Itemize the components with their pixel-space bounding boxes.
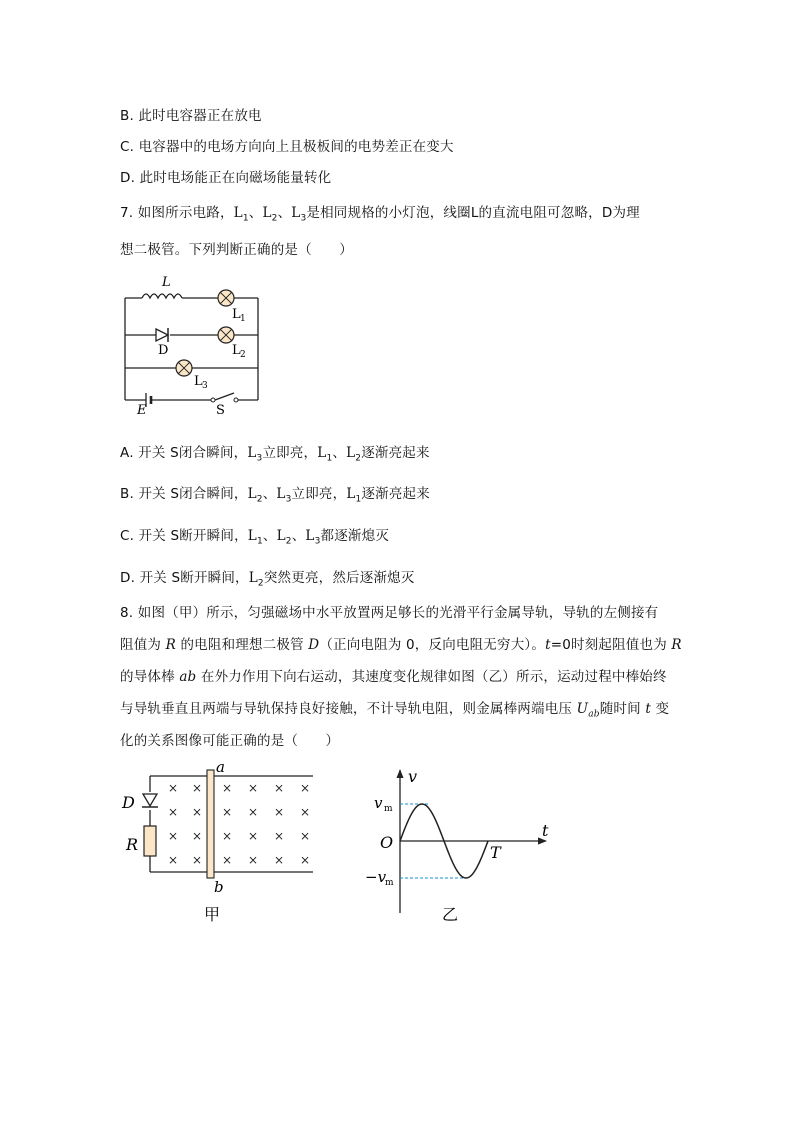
cross-mark: ×	[274, 781, 285, 795]
q7-option-d: D. 开关 S断开瞬间，$L_2$突然更亮，然后逐渐熄灭	[120, 570, 415, 589]
diode-symbol	[142, 794, 158, 807]
q8-stem-line3: 的导体棒 ab 在外力作用下向右运动，其速度变化规律如图（乙）所示，运动过程中棒始终	[120, 669, 667, 685]
resistor-symbol	[144, 826, 156, 856]
q6-option-d: D. 此时电场能正在向磁场能量转化	[120, 170, 332, 186]
origin-label: O	[380, 833, 394, 852]
cross-mark: ×	[300, 805, 311, 819]
cross-mark: ×	[248, 829, 259, 843]
axis-v-label: v	[408, 767, 418, 786]
coil-label: L	[162, 275, 171, 290]
q7-stem: 7. 如图所示电路，$L_1$、$L_2$、$L_3$是相同规格的小灯泡，线圈L的直流电阻可忽略，D为理	[120, 205, 640, 224]
cross-mark: ×	[192, 805, 203, 819]
cross-mark: ×	[222, 829, 233, 843]
cross-mark: ×	[168, 781, 179, 795]
lamp1-label: L	[232, 307, 241, 322]
lamp-l2-icon	[218, 327, 234, 343]
q8-figure-yi	[362, 758, 562, 933]
cross-mark: ×	[192, 829, 203, 843]
q7-circuit-diagram	[118, 270, 278, 420]
cross-mark: ×	[192, 853, 203, 867]
label-b: b	[214, 878, 224, 896]
cross-mark: ×	[168, 853, 179, 867]
cross-mark: ×	[300, 853, 311, 867]
q8-stem-line4: 与导轨垂直且两端与导轨保持良好接触，不计导轨电阻，则金属棒两端电压 $U_{ab}$随时间 t 变	[120, 701, 670, 720]
lamp-l3-icon	[176, 360, 192, 376]
lamp3-label: L	[194, 374, 203, 389]
q6-option-c: C. 电容器中的电场方向向上且极板间的电势差正在变大	[120, 139, 454, 155]
magnetic-field-crosses	[168, 781, 310, 867]
cross-mark: ×	[192, 781, 203, 795]
q7-option-a: A. 开关 S闭合瞬间，$L_3$立即亮，$L_1$、$L_2$逐渐亮起来	[120, 445, 430, 464]
lamp2-label: L	[232, 343, 241, 358]
neg-vm-label: −v	[365, 868, 387, 886]
axis-t-label: t	[542, 821, 549, 840]
switch-label: S	[216, 403, 225, 418]
q8-stem-line5: 化的关系图像可能正确的是（ ）	[120, 733, 340, 749]
q7-stem-line2: 想二极管。下列判断正确的是（ ）	[120, 242, 353, 258]
cross-mark: ×	[300, 829, 311, 843]
cross-mark: ×	[274, 829, 285, 843]
q8-stem-line1: 8. 如图（甲）所示，匀强磁场中水平放置两足够长的光滑平行金属导轨，导轨的左侧接有	[120, 605, 659, 621]
cross-mark: ×	[168, 829, 179, 843]
label-r: R	[126, 835, 139, 854]
q8-figure-jia	[118, 760, 318, 930]
caption-yi: 乙	[442, 905, 459, 924]
cross-mark: ×	[248, 853, 259, 867]
lamp2-sub: 2	[240, 350, 246, 360]
diode-symbol	[156, 328, 168, 342]
vm-label: v	[374, 794, 383, 812]
label-a: a	[216, 758, 225, 776]
battery-label: E	[137, 403, 147, 418]
label-d: D	[122, 793, 135, 812]
cross-mark: ×	[274, 805, 285, 819]
vm-sub: m	[384, 804, 393, 814]
q7-option-b: B. 开关 S闭合瞬间，$L_2$、$L_3$立即亮，$L_1$逐渐亮起来	[120, 486, 430, 505]
battery-symbol	[146, 393, 151, 407]
q8-stem-line2: 阻值为 R 的电阻和理想二极管 D（正向电阻为 0，反向电阻无穷大）。t=0时刻起阻值也为 R	[120, 637, 682, 653]
q7-option-c: C. 开关 S断开瞬间，$L_1$、$L_2$、$L_3$都逐渐熄灭	[120, 528, 390, 547]
lamp1-sub: 1	[240, 314, 246, 324]
neg-vm-sub: m	[385, 878, 394, 888]
cross-mark: ×	[168, 805, 179, 819]
cross-mark: ×	[248, 781, 259, 795]
caption-jia: 甲	[204, 905, 221, 924]
cross-mark: ×	[222, 781, 233, 795]
cross-mark: ×	[300, 781, 311, 795]
cross-mark: ×	[274, 853, 285, 867]
lamp3-sub: 3	[202, 381, 208, 391]
cross-mark: ×	[222, 805, 233, 819]
diode-label: D	[158, 343, 169, 358]
cross-mark: ×	[248, 805, 259, 819]
cross-mark: ×	[222, 853, 233, 867]
period-label: T	[490, 843, 501, 862]
q6-option-b: B. 此时电容器正在放电	[120, 108, 262, 124]
rod-ab	[207, 770, 214, 878]
lamp-l1-icon	[218, 290, 234, 306]
